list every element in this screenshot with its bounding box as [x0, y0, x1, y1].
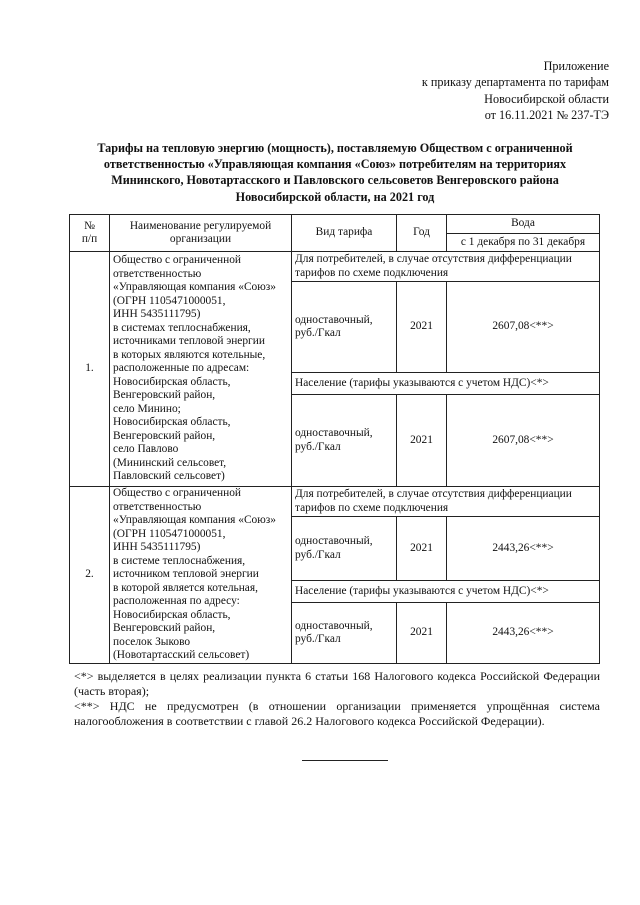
tariff-value-cell: 2607,08<**> — [447, 395, 600, 487]
consumer-category: Население (тарифы указываются с учетом НДС)<*> — [292, 373, 600, 395]
tariff-value-cell: 2443,26<**> — [447, 517, 600, 581]
tariff-type-line: руб./Гкал — [295, 440, 341, 453]
category-line: Для потребителей, в случае отсутствия дифференциации — [295, 488, 572, 500]
consumer-category — [292, 252, 600, 282]
org-line: Венгеровский район, — [113, 622, 216, 635]
header-org — [110, 215, 292, 252]
org-line: ИНН 5435111795) — [113, 308, 201, 321]
organization-cell — [110, 252, 292, 487]
category-line: Для потребителей, в случае отсутствия дифференциации — [295, 253, 572, 265]
header-water: Вода — [447, 215, 600, 234]
tariff-type-line: руб./Гкал — [295, 633, 341, 645]
org-line: Новосибирская область, — [113, 608, 231, 621]
tariff-type-line: одноставочный, — [295, 535, 373, 547]
org-line: (ОГРН 1105471000051, — [113, 527, 226, 540]
org-line: источниками тепловой энергии — [113, 335, 265, 348]
table-header-row — [70, 215, 600, 234]
org-line: расположенная по адресу: — [113, 595, 240, 608]
header-year: Год — [397, 215, 447, 252]
tariff-type-cell — [292, 517, 397, 581]
org-line: село Минино; — [113, 402, 181, 415]
year-cell: 2021 — [397, 395, 447, 487]
tariff-type-cell — [292, 282, 397, 373]
row-number: 2. — [70, 487, 110, 664]
org-line: источником тепловой энергии — [113, 568, 259, 581]
tariff-type-cell — [292, 603, 397, 664]
org-line: Венгеровский район, — [113, 389, 216, 402]
org-line: в которых являются котельные, — [113, 348, 266, 361]
org-line: Венгеровский район, — [113, 429, 216, 442]
org-line: поселок Зыково — [113, 635, 191, 648]
footnote: <**> НДС не предусмотрен (в отношении организации применяется упрощённая система налогообложения в соответствии с главой 26.2 Налогового кодекса Российской Федерации). — [74, 699, 600, 728]
org-line: (Новотартасский сельсовет) — [113, 649, 250, 662]
header-num-line: № — [84, 219, 95, 232]
header-num — [70, 215, 110, 252]
title-line: Новосибирской области, на 2021 год — [235, 189, 435, 204]
appendix-line: Приложение — [543, 59, 609, 73]
tariff-type-line: одноставочный, — [295, 427, 373, 439]
consumer-category — [292, 487, 600, 517]
title-line: Тарифы на тепловую энергию (мощность), поставляемую Обществом с ограниченной — [97, 141, 573, 155]
organization-cell — [110, 487, 292, 664]
year-cell: 2021 — [397, 603, 447, 664]
appendix-line: к приказу департамента по тарифам — [421, 75, 609, 90]
org-line: (ОГРН 1105471000051, — [113, 294, 226, 307]
org-line: в системах теплоснабжения, — [113, 321, 251, 334]
year-cell: 2021 — [397, 282, 447, 373]
tariff-type-line: одноставочный, — [295, 313, 373, 326]
tariff-type-line: руб./Гкал — [295, 327, 341, 339]
tariff-value-cell: 2443,26<**> — [447, 603, 600, 664]
org-line: в системе теплоснабжения, — [113, 554, 246, 567]
header-org-line: организации — [169, 233, 232, 245]
appendix-block — [422, 58, 609, 124]
org-line: «Управляющая компания «Союз» — [113, 514, 276, 527]
year-cell: 2021 — [397, 517, 447, 581]
category-line: тарифов по схеме подключения — [295, 501, 449, 514]
appendix-line: от 16.11.2021 № 237-ТЭ — [484, 108, 609, 123]
org-line: ИНН 5435111795) — [113, 541, 201, 554]
org-line: «Управляющая компания «Союз» — [113, 281, 276, 294]
org-line: село Павлово — [113, 443, 179, 456]
org-line: Общество с ограниченной — [113, 254, 241, 267]
tariff-type-cell — [292, 395, 397, 487]
separator-line — [302, 760, 388, 761]
header-period: с 1 декабря по 31 декабря — [447, 234, 600, 252]
org-line: ответственностью — [113, 267, 202, 280]
header-org-line: Наименование регулируемой — [129, 219, 272, 232]
org-line: Новосибирская область, — [113, 416, 231, 429]
org-line: в которой является котельная, — [113, 581, 258, 594]
header-num-line: п/п — [81, 233, 98, 245]
tariff-value-cell: 2607,08<**> — [447, 282, 600, 373]
category-line: тарифов по схеме подключения — [295, 266, 449, 279]
org-line: (Мининский сельсовет, — [113, 456, 227, 469]
tariff-type-line: одноставочный, — [295, 619, 373, 632]
footnote: <*> выделяется в целях реализации пункта 6 статьи 168 Налогового кодекса Российской Федерации (часть вторая); — [74, 669, 600, 698]
header-tariff-type: Вид тарифа — [292, 215, 397, 252]
org-line: Новосибирская область, — [113, 375, 231, 388]
row-number: 1. — [70, 252, 110, 487]
org-line: Общество с ограниченной — [113, 487, 241, 500]
table-row — [70, 252, 600, 282]
org-line: расположенные по адресам: — [113, 362, 250, 375]
consumer-category: Население (тарифы указываются с учетом НДС)<*> — [292, 581, 600, 603]
tariff-type-line: руб./Гкал — [295, 548, 341, 561]
title-line: ответственностью «Управляющая компания «Союз» потребителям на территориях — [103, 157, 567, 172]
document-title — [70, 140, 600, 205]
tariff-table — [69, 214, 600, 664]
appendix-line: Новосибирской области — [484, 91, 609, 106]
table-row — [70, 487, 600, 517]
title-line: Мининского, Новотартасского и Павловского сельсоветов Венгеровского района — [111, 173, 559, 188]
org-line: Павловский сельсовет) — [113, 470, 225, 483]
footnotes — [74, 669, 600, 729]
org-line: ответственностью — [113, 500, 202, 513]
